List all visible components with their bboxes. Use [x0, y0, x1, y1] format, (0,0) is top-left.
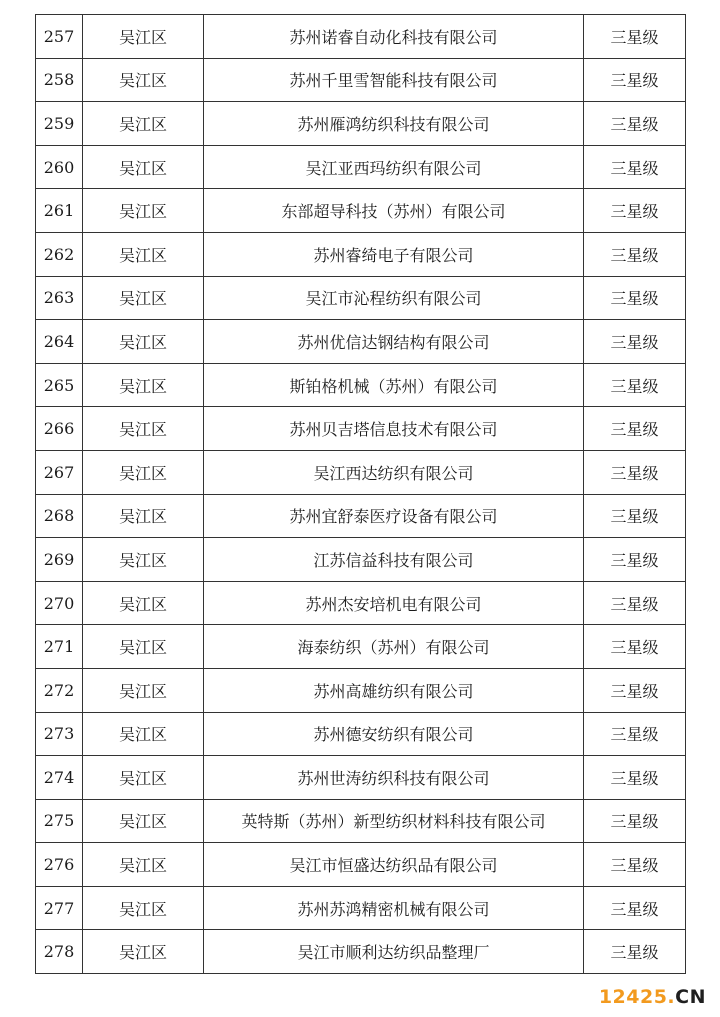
rating-level-cell: 三星级: [584, 102, 686, 146]
district-cell: 吴江区: [83, 15, 204, 59]
table-row: [36, 145, 686, 189]
district-cell: 吴江区: [83, 363, 204, 407]
table-body: [36, 15, 686, 974]
company-name-cell: 东部超导科技（苏州）有限公司: [204, 189, 584, 233]
watermark-tld: CN: [675, 986, 706, 1008]
row-number: 275: [36, 799, 83, 843]
table-row: [36, 625, 686, 669]
rating-level-cell: 三星级: [584, 407, 686, 451]
district-cell: 吴江区: [83, 102, 204, 146]
watermark-dot: .: [667, 986, 676, 1008]
table-row: [36, 930, 686, 974]
district-cell: 吴江区: [83, 189, 204, 233]
watermark-digits: 12425: [598, 986, 668, 1008]
rating-level-cell: 三星级: [584, 581, 686, 625]
table-row: [36, 843, 686, 887]
row-number: 267: [36, 450, 83, 494]
table-row: [36, 668, 686, 712]
rating-level-cell: 三星级: [584, 276, 686, 320]
table-row: [36, 276, 686, 320]
company-name-cell: 苏州诺睿自动化科技有限公司: [204, 15, 584, 59]
company-name-cell: 江苏信益科技有限公司: [204, 538, 584, 582]
company-name-cell: 苏州贝吉塔信息技术有限公司: [204, 407, 584, 451]
district-cell: 吴江区: [83, 320, 204, 364]
table-row: [36, 450, 686, 494]
district-cell: 吴江区: [83, 538, 204, 582]
row-number: 271: [36, 625, 83, 669]
row-number: 276: [36, 843, 83, 887]
row-number: 277: [36, 886, 83, 930]
row-number: 265: [36, 363, 83, 407]
company-name-cell: 海泰纺织（苏州）有限公司: [204, 625, 584, 669]
company-name-cell: 苏州雁鸿纺织科技有限公司: [204, 102, 584, 146]
rating-level-cell: 三星级: [584, 538, 686, 582]
district-cell: 吴江区: [83, 232, 204, 276]
row-number: 278: [36, 930, 83, 974]
rating-level-cell: 三星级: [584, 668, 686, 712]
company-name-cell: 苏州世涛纺织科技有限公司: [204, 756, 584, 800]
row-number: 260: [36, 145, 83, 189]
row-number: 274: [36, 756, 83, 800]
table-row: [36, 886, 686, 930]
row-number: 273: [36, 712, 83, 756]
rating-level-cell: 三星级: [584, 756, 686, 800]
district-cell: 吴江区: [83, 668, 204, 712]
district-cell: 吴江区: [83, 843, 204, 887]
rating-level-cell: 三星级: [584, 712, 686, 756]
rating-level-cell: 三星级: [584, 320, 686, 364]
district-cell: 吴江区: [83, 145, 204, 189]
company-name-cell: 吴江市顺利达纺织品整理厂: [204, 930, 584, 974]
company-name-cell: 苏州千里雪智能科技有限公司: [204, 58, 584, 102]
table-row: [36, 756, 686, 800]
table-row: [36, 799, 686, 843]
district-cell: 吴江区: [83, 494, 204, 538]
rating-level-cell: 三星级: [584, 15, 686, 59]
row-number: 259: [36, 102, 83, 146]
district-cell: 吴江区: [83, 712, 204, 756]
company-name-cell: 苏州睿绮电子有限公司: [204, 232, 584, 276]
row-number: 261: [36, 189, 83, 233]
table-row: [36, 363, 686, 407]
rating-level-cell: 三星级: [584, 799, 686, 843]
table-row: [36, 712, 686, 756]
rating-level-cell: 三星级: [584, 145, 686, 189]
rating-level-cell: 三星级: [584, 450, 686, 494]
company-name-cell: 吴江亚西玛纺织有限公司: [204, 145, 584, 189]
rating-level-cell: 三星级: [584, 886, 686, 930]
table-row: [36, 581, 686, 625]
rating-level-cell: 三星级: [584, 232, 686, 276]
company-name-cell: 苏州德安纺织有限公司: [204, 712, 584, 756]
table-row: [36, 320, 686, 364]
enterprise-list-table: [35, 14, 686, 974]
rating-level-cell: 三星级: [584, 363, 686, 407]
row-number: 268: [36, 494, 83, 538]
row-number: 258: [36, 58, 83, 102]
row-number: 270: [36, 581, 83, 625]
district-cell: 吴江区: [83, 799, 204, 843]
district-cell: 吴江区: [83, 407, 204, 451]
rating-level-cell: 三星级: [584, 58, 686, 102]
table-row: [36, 232, 686, 276]
row-number: 262: [36, 232, 83, 276]
table-row: [36, 538, 686, 582]
site-watermark: [599, 986, 706, 1008]
row-number: 272: [36, 668, 83, 712]
table-row: [36, 15, 686, 59]
district-cell: 吴江区: [83, 58, 204, 102]
company-name-cell: 吴江市恒盛达纺织品有限公司: [204, 843, 584, 887]
company-name-cell: 苏州优信达钢结构有限公司: [204, 320, 584, 364]
row-number: 263: [36, 276, 83, 320]
company-name-cell: 斯铂格机械（苏州）有限公司: [204, 363, 584, 407]
table-row: [36, 407, 686, 451]
company-name-cell: 苏州苏鸿精密机械有限公司: [204, 886, 584, 930]
table-row: [36, 102, 686, 146]
row-number: 269: [36, 538, 83, 582]
company-name-cell: 英特斯（苏州）新型纺织材料科技有限公司: [204, 799, 584, 843]
district-cell: 吴江区: [83, 276, 204, 320]
district-cell: 吴江区: [83, 625, 204, 669]
district-cell: 吴江区: [83, 886, 204, 930]
rating-level-cell: 三星级: [584, 843, 686, 887]
company-name-cell: 吴江西达纺织有限公司: [204, 450, 584, 494]
district-cell: 吴江区: [83, 450, 204, 494]
table-row: [36, 494, 686, 538]
rating-level-cell: 三星级: [584, 625, 686, 669]
rating-level-cell: 三星级: [584, 494, 686, 538]
rating-level-cell: 三星级: [584, 189, 686, 233]
district-cell: 吴江区: [83, 930, 204, 974]
company-name-cell: 吴江市沁程纺织有限公司: [204, 276, 584, 320]
company-name-cell: 苏州宜舒泰医疗设备有限公司: [204, 494, 584, 538]
row-number: 257: [36, 15, 83, 59]
district-cell: 吴江区: [83, 756, 204, 800]
district-cell: 吴江区: [83, 581, 204, 625]
table-row: [36, 58, 686, 102]
row-number: 266: [36, 407, 83, 451]
company-name-cell: 苏州高雄纺织有限公司: [204, 668, 584, 712]
company-name-cell: 苏州杰安培机电有限公司: [204, 581, 584, 625]
table-row: [36, 189, 686, 233]
rating-level-cell: 三星级: [584, 930, 686, 974]
row-number: 264: [36, 320, 83, 364]
